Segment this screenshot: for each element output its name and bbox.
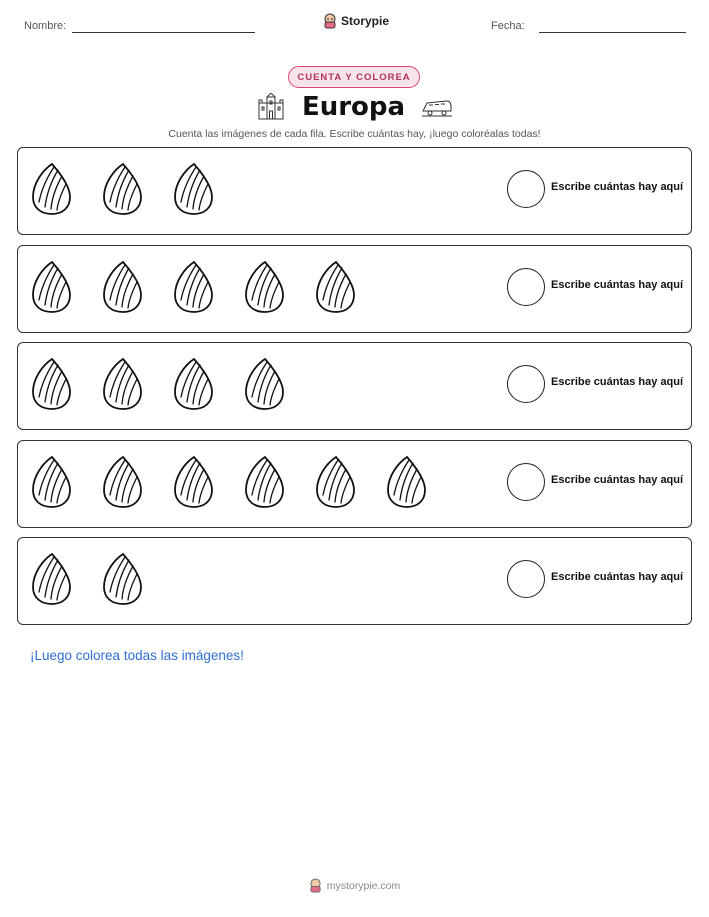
site-footer [0, 878, 709, 893]
almond-icon [30, 162, 74, 216]
almond-icon [101, 162, 145, 216]
counting-row [17, 440, 692, 528]
page-title: Europa [301, 92, 406, 122]
brand-logo [323, 13, 389, 29]
answer-circle[interactable] [507, 268, 545, 306]
storypie-mascot-icon [323, 13, 337, 29]
castle-icon [256, 93, 286, 121]
almond-icon [314, 455, 358, 509]
date-line[interactable] [539, 32, 686, 33]
answer-label: Escribe cuántas hay aquí [551, 474, 684, 486]
name-label: Nombre: [24, 20, 67, 32]
date-label: Fecha: [491, 20, 525, 32]
almond-icon [172, 260, 216, 314]
answer-label: Escribe cuántas hay aquí [551, 279, 684, 291]
almond-icon [101, 455, 145, 509]
almond-icon [172, 357, 216, 411]
counting-row [17, 537, 692, 625]
answer-circle[interactable] [507, 463, 545, 501]
answer-circle[interactable] [507, 365, 545, 403]
title-row [0, 92, 709, 122]
train-icon [421, 95, 453, 119]
almond-icon [101, 357, 145, 411]
instructions: Cuenta las imágenes de cada fila. Escribe cuántas hay, ¡luego coloréalas todas! [168, 128, 541, 140]
activity-badge: CUENTA Y COLOREA [288, 66, 420, 88]
almond-icon [243, 455, 287, 509]
almond-icon [172, 162, 216, 216]
answer-circle[interactable] [507, 170, 545, 208]
site-url: mystorypie.com [326, 879, 401, 892]
counting-row [17, 147, 692, 235]
brand-name: Storypie [341, 14, 390, 28]
name-line[interactable] [72, 32, 255, 33]
storypie-mascot-icon [309, 878, 322, 893]
almond-icon [30, 552, 74, 606]
almond-icon [243, 260, 287, 314]
answer-circle[interactable] [507, 560, 545, 598]
answer-label: Escribe cuántas hay aquí [551, 376, 684, 388]
almond-icon [101, 552, 145, 606]
answer-label: Escribe cuántas hay aquí [551, 181, 684, 193]
almond-icon [30, 357, 74, 411]
counting-row [17, 245, 692, 333]
almond-icon [314, 260, 358, 314]
almond-icon [243, 357, 287, 411]
answer-label: Escribe cuántas hay aquí [551, 571, 684, 583]
counting-row [17, 342, 692, 430]
almond-icon [30, 260, 74, 314]
footer-instruction: ¡Luego colorea todas las imágenes! [30, 648, 244, 663]
almond-icon [385, 455, 429, 509]
almond-icon [172, 455, 216, 509]
almond-icon [30, 455, 74, 509]
almond-icon [101, 260, 145, 314]
